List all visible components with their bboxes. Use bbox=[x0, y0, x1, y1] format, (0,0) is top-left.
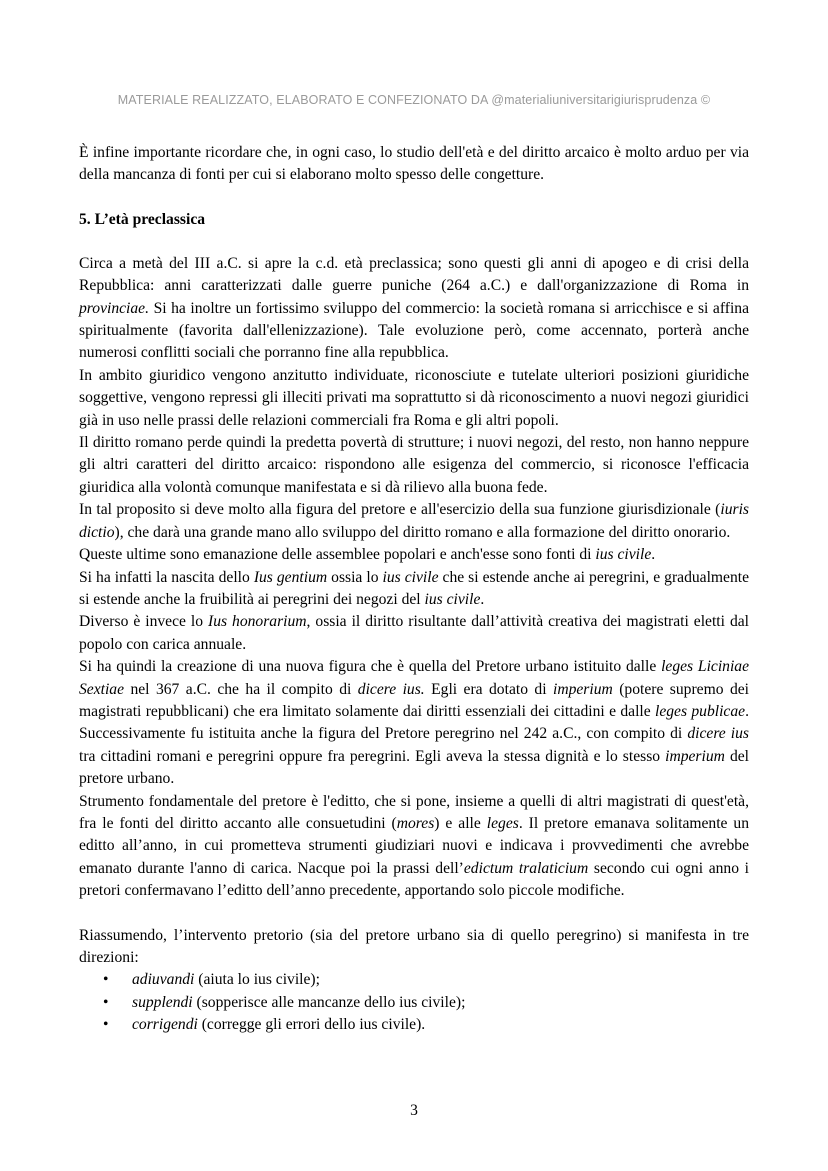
directions-list bbox=[79, 969, 749, 1036]
bullet-icon: • bbox=[103, 971, 109, 989]
list-item: • supplendi (sopperisce alle mancanze dello ius civile); bbox=[79, 992, 749, 1014]
section-title: 5. L’età preclassica bbox=[79, 210, 206, 228]
paragraph-7: Diverso è invece lo Ius honorarium, ossia il diritto risultante dall’attività creativa dei magistrati eletti dal popolo con carica annuale. bbox=[79, 613, 749, 653]
bullet-icon: • bbox=[103, 993, 109, 1011]
paragraph-9: Strumento fondamentale del pretore è l'editto, che si pone, insieme a quelli di altri magistrati di quest'età, fra le fonti del diritto accanto alle consuetudini (mores) e alle leges. Il pretore emanava solitamente un editto all’anno, in cui prometteva strumenti giudiziari nuovi e indicava i provvedimenti che avrebbe emanato durante l'anno di carica. Nacque poi la prassi dell’edictum tralaticium secondo cui ogni anno i pretori confermavano l’editto dell’anno precedente, apportando solo piccole modifiche. bbox=[79, 792, 749, 900]
paragraph-6: Si ha infatti la nascita dello Ius gentium ossia lo ius civile che si estende anche ai peregrini, e gradualmente si estende anche la fruibilità ai peregrini dei negozi del ius civile. bbox=[79, 568, 750, 608]
paragraph-8: Si ha quindi la creazione di una nuova figura che è quella del Pretore urbano istituito dalle leges Liciniae Sextiae nel 367 a.C. che ha il compito di dicere ius. Egli era dotato di imperium (potere supremo dei magistrati repubblicani) che era limitato solamente dai diritti essenziali dei cittadini e dalle leges publicae. Successivamente fu istituita anche la figura del Pretore peregrino nel 242 a.C., con compito di dicere ius tra cittadini romani e peregrini oppure fra peregrini. Egli aveva la stessa dignità e lo stesso imperium del pretore urbano. bbox=[79, 658, 750, 788]
paragraph-4: In tal proposito si deve molto alla figura del pretore e all'esercizio della sua funzione giurisdizionale (iuris dictio), che darà una grande mano allo sviluppo del diritto romano e alla formazione del diritto onorario. bbox=[79, 501, 749, 541]
paragraph-1: Circa a metà del III a.C. si apre la c.d. età preclassica; sono questi gli anni di apogeo e di crisi della Repubblica: anni caratterizzati dalle guerre puniche (264 a.C.) e dall'organizzazione di Roma in provinciae. Si ha inoltre un fortissimo sviluppo del commercio: la società romana si arricchisce e si affina spiritualmente (favorita dall'ellenizzazione). Tale evoluzione però, come accennato, porterà anche numerosi conflitti sociali che porranno fine alla repubblica. bbox=[79, 254, 749, 362]
page-number: 3 bbox=[410, 1102, 418, 1119]
bullet-icon: • bbox=[103, 1016, 109, 1034]
paragraph-3: Il diritto romano perde quindi la predetta povertà di strutture; i nuovi negozi, del resto, non hanno neppure gli altri caratteri del diritto arcaico: rispondono alle esigenza del commercio, si riconosce l'efficacia giuridica alla volontà comunque manifestata e si dà rilievo alla buona fede. bbox=[79, 434, 749, 496]
page-header-watermark: MATERIALE REALIZZATO, ELABORATO E CONFEZIONATO DA @materialiuniversitarigiurisprudenza © bbox=[117, 93, 711, 107]
paragraph-5: Queste ultime sono emanazione delle assemblee popolari e anch'esse sono fonti di ius civile. bbox=[79, 546, 656, 564]
paragraph-2: In ambito giuridico vengono anzitutto individuate, riconosciute e tutelate ulteriori posizioni giuridiche soggettive, vengono repressi gli illeciti privati ma soprattutto si dà riconoscimento a nuovi negozi giuridici già in uso nelle prassi delle relazioni commerciali fra Roma e gli altri popoli. bbox=[79, 366, 749, 429]
summary-paragraph: Riassumendo, l’intervento pretorio (sia del pretore urbano sia di quello peregrino) si manifesta in tre direzioni: bbox=[79, 926, 749, 966]
list-item: • adiuvandi (aiuta lo ius civile); bbox=[79, 969, 749, 991]
document-body bbox=[79, 142, 749, 1037]
list-item: • corrigendi (corregge gli errori dello ius civile). bbox=[79, 1014, 749, 1036]
intro-paragraph: È infine importante ricordare che, in ogni caso, lo studio dell'età e del diritto arcaico è molto arduo per via della mancanza di fonti per cui si elaborano molto spesso delle congetture. bbox=[79, 144, 749, 184]
